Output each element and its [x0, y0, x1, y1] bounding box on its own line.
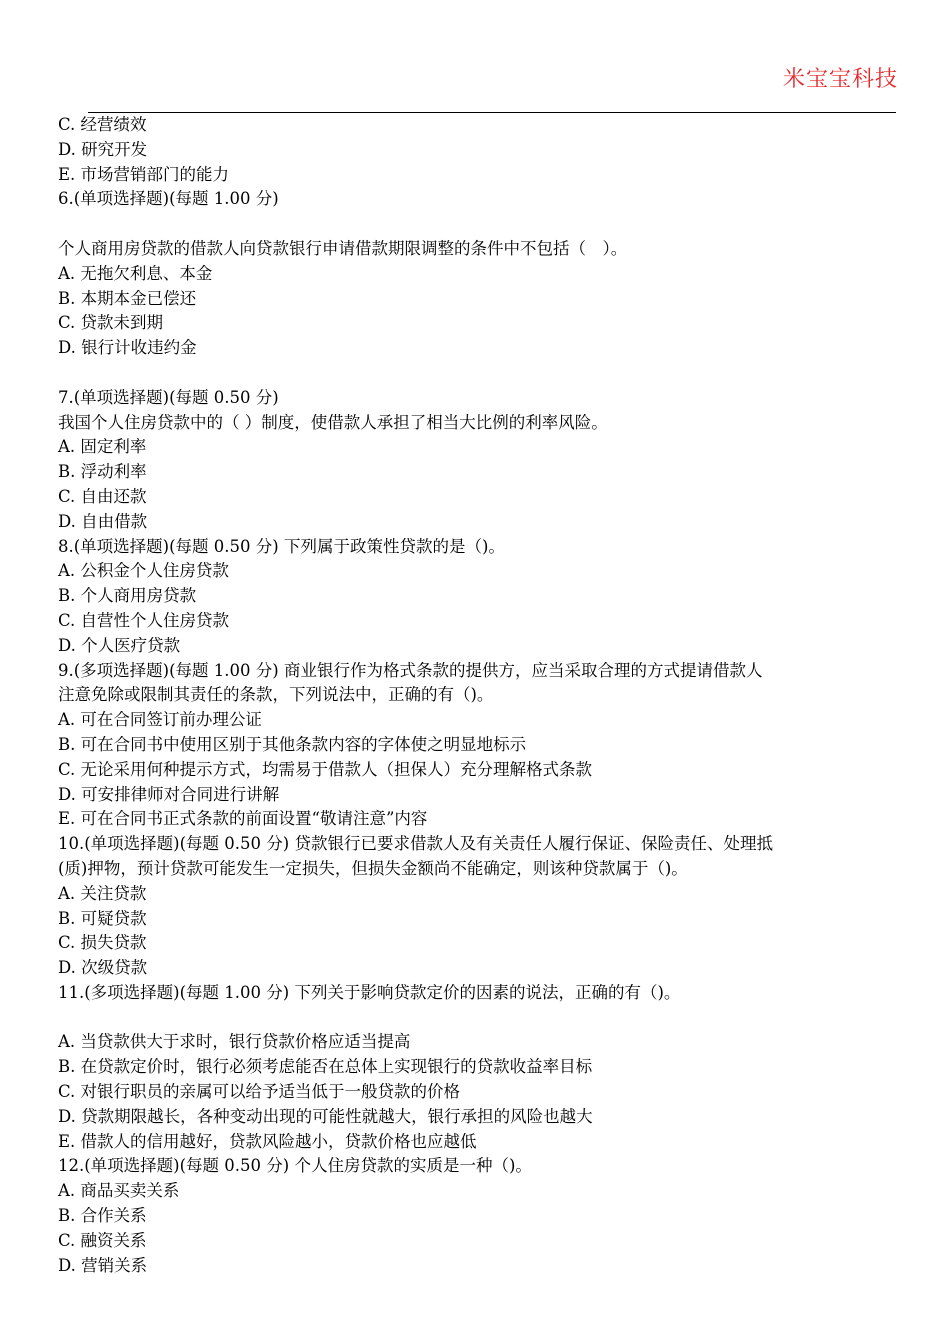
- answer-option: A. 当贷款供大于求时，银行贷款价格应适当提高: [58, 1032, 411, 1052]
- answer-option: E. 借款人的信用越好，贷款风险越小，贷款价格也应越低: [58, 1131, 477, 1151]
- answer-option: B. 可在合同书中使用区别于其他条款内容的字体使之明显地标示: [58, 734, 527, 754]
- answer-option: A. 无拖欠利息、本金: [58, 263, 213, 283]
- answer-option: B. 合作关系: [58, 1206, 147, 1226]
- answer-option: D. 可安排律师对合同进行讲解: [58, 784, 280, 804]
- answer-option: A. 公积金个人住房贷款: [58, 561, 229, 581]
- blank-line: [58, 212, 903, 237]
- question-stem: 11.(多项选择题)(每题 1.00 分) 下列关于影响贷款定价的因素的说法，正确的有（)。: [58, 982, 681, 1002]
- answer-option: B. 浮动利率: [58, 462, 147, 482]
- answer-option: D. 个人医疗贷款: [58, 635, 181, 655]
- text-line: (质)押物，预计贷款可能发生一定损失，但损失金额尚不能确定，则该种贷款属于（)。: [58, 858, 688, 878]
- question-stem: 7.(单项选择题)(每题 0.50 分): [58, 387, 279, 407]
- text-line: 我国个人住房贷款中的（ ）制度，使借款人承担了相当大比例的利率风险。: [58, 412, 608, 432]
- answer-option: B. 在贷款定价时，银行必须考虑能否在总体上实现银行的贷款收益率目标: [58, 1057, 593, 1077]
- text-line: 注意免除或限制其责任的条款，下列说法中，正确的有（)。: [58, 685, 494, 705]
- brand-watermark: 米宝宝科技: [782, 67, 898, 92]
- answer-option: A. 可在合同签订前办理公证: [58, 710, 262, 730]
- answer-option: B. 本期本金已偿还: [58, 288, 197, 308]
- answer-option: C. 自营性个人住房贷款: [58, 610, 230, 630]
- answer-option: C. 自由还款: [58, 486, 147, 506]
- answer-option: C. 经营绩效: [58, 115, 147, 134]
- answer-option: C. 无论采用何种提示方式，均需易于借款人（担保人）充分理解格式条款: [58, 759, 593, 779]
- question-stem: 12.(单项选择题)(每题 0.50 分) 个人住房贷款的实质是一种（)。: [58, 1156, 532, 1176]
- answer-option: D. 银行计收违约金: [58, 338, 197, 358]
- question-stem: 8.(单项选择题)(每题 0.50 分) 下列属于政策性贷款的是（)。: [58, 536, 505, 556]
- answer-option: C. 融资关系: [58, 1230, 147, 1250]
- answer-option: D. 自由借款: [58, 511, 148, 531]
- blank-line: [58, 1006, 903, 1031]
- answer-option: C. 贷款未到期: [58, 313, 164, 333]
- answer-option: D. 研究开发: [58, 139, 148, 159]
- answer-option: A. 关注贷款: [58, 883, 147, 903]
- answer-option: B. 个人商用房贷款: [58, 586, 197, 606]
- question-stem: 9.(多项选择题)(每题 1.00 分) 商业银行作为格式条款的提供方，应当采取合理的方式提请借款人: [58, 660, 763, 680]
- answer-option: D. 贷款期限越长，各种变动出现的可能性就越大，银行承担的风险也越大: [58, 1106, 593, 1126]
- answer-option: E. 市场营销部门的能力: [58, 164, 230, 184]
- text-line: 个人商用房贷款的借款人向贷款银行申请借款期限调整的条件中不包括（ ）。: [58, 238, 628, 258]
- answer-option: B. 可疑贷款: [58, 908, 147, 928]
- answer-option: C. 对银行职员的亲属可以给予适当低于一般贷款的价格: [58, 1082, 461, 1102]
- question-stem: 6.(单项选择题)(每题 1.00 分): [58, 189, 279, 209]
- answer-option: D. 营销关系: [58, 1255, 148, 1275]
- answer-option: A. 商品买卖关系: [58, 1181, 180, 1201]
- answer-option: D. 次级贷款: [58, 958, 148, 978]
- answer-option: E. 可在合同书正式条款的前面设置“敬请注意”内容: [58, 809, 428, 829]
- answer-option: A. 固定利率: [58, 437, 147, 457]
- exam-content: [58, 113, 903, 1278]
- question-stem: 10.(单项选择题)(每题 0.50 分) 贷款银行已要求借款人及有关责任人履行保证、保险责任、处理抵: [58, 834, 773, 854]
- answer-option: C. 损失贷款: [58, 933, 147, 953]
- blank-line: [58, 361, 903, 386]
